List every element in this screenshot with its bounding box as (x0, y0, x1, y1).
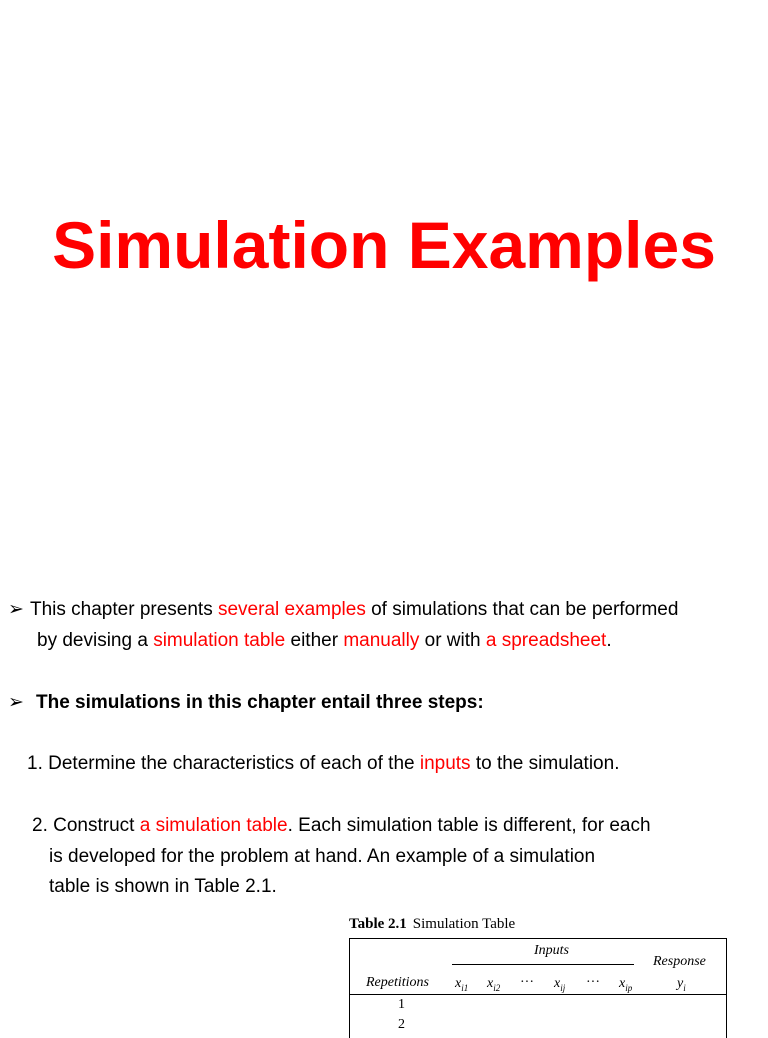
slide-title: Simulation Examples (52, 208, 716, 282)
text-segment: 1. Determine the characteristics of each of the (27, 753, 420, 774)
step-2-line-2: is developed for the problem at hand. An example of a simulation (49, 846, 596, 867)
col-header-xip: $x_{ip}$ (619, 976, 633, 993)
step-2-line-1 (32, 814, 651, 838)
text-segment: of simulations that can be performed (365, 599, 679, 620)
col-header-xi1: $x_{i1}$ (455, 976, 469, 993)
bullet-2 (8, 691, 484, 715)
text-segment: or with (419, 630, 486, 651)
bullet-arrow-icon: ➢ (8, 599, 24, 620)
highlight-spreadsheet: a spreadsheet (485, 630, 607, 651)
inputs-header-rule (452, 964, 634, 965)
table-row-1: 1 (398, 997, 405, 1012)
inputs-header: Inputs (534, 943, 569, 958)
table-header-rule (349, 994, 727, 995)
text-segment: 2. Construct (32, 815, 140, 836)
bullet-1-line-1 (8, 598, 678, 622)
table-caption-text: Simulation Table (412, 916, 516, 932)
text-segment: to the simulation. (470, 753, 620, 774)
text-segment: This chapter presents (30, 599, 218, 620)
text-segment: . (606, 630, 612, 651)
highlight-simulation-table: simulation table (153, 630, 286, 651)
table-caption (349, 914, 515, 934)
highlight-manually: manually (343, 630, 420, 651)
repetitions-header: Repetitions (366, 975, 429, 990)
col-ellipsis-2: ··· (586, 975, 600, 990)
bullet-2-text: The simulations in this chapter entail three steps: (36, 692, 484, 713)
text-segment: either (285, 630, 344, 651)
col-ellipsis-1: ··· (520, 975, 534, 990)
table-row-2: 2 (398, 1017, 405, 1032)
response-header: Response (653, 954, 706, 969)
col-header-yi: $y_i$ (677, 976, 686, 993)
step-2-line-3: table is shown in Table 2.1. (49, 876, 277, 897)
col-header-xij: $x_{ij}$ (554, 976, 566, 993)
bullet-1-line-2 (37, 629, 612, 653)
col-header-xi2: $x_{i2}$ (487, 976, 501, 993)
step-1 (27, 752, 619, 776)
highlight-a-simulation-table: a simulation table (139, 815, 288, 836)
highlight-inputs: inputs (419, 753, 471, 774)
text-segment: . Each simulation table is different, for each (287, 815, 651, 836)
highlight-several-examples: several examples (217, 599, 366, 620)
table-label: Table 2.1 (349, 916, 407, 932)
text-segment: by devising a (37, 630, 154, 651)
bullet-arrow-icon: ➢ (8, 692, 24, 713)
